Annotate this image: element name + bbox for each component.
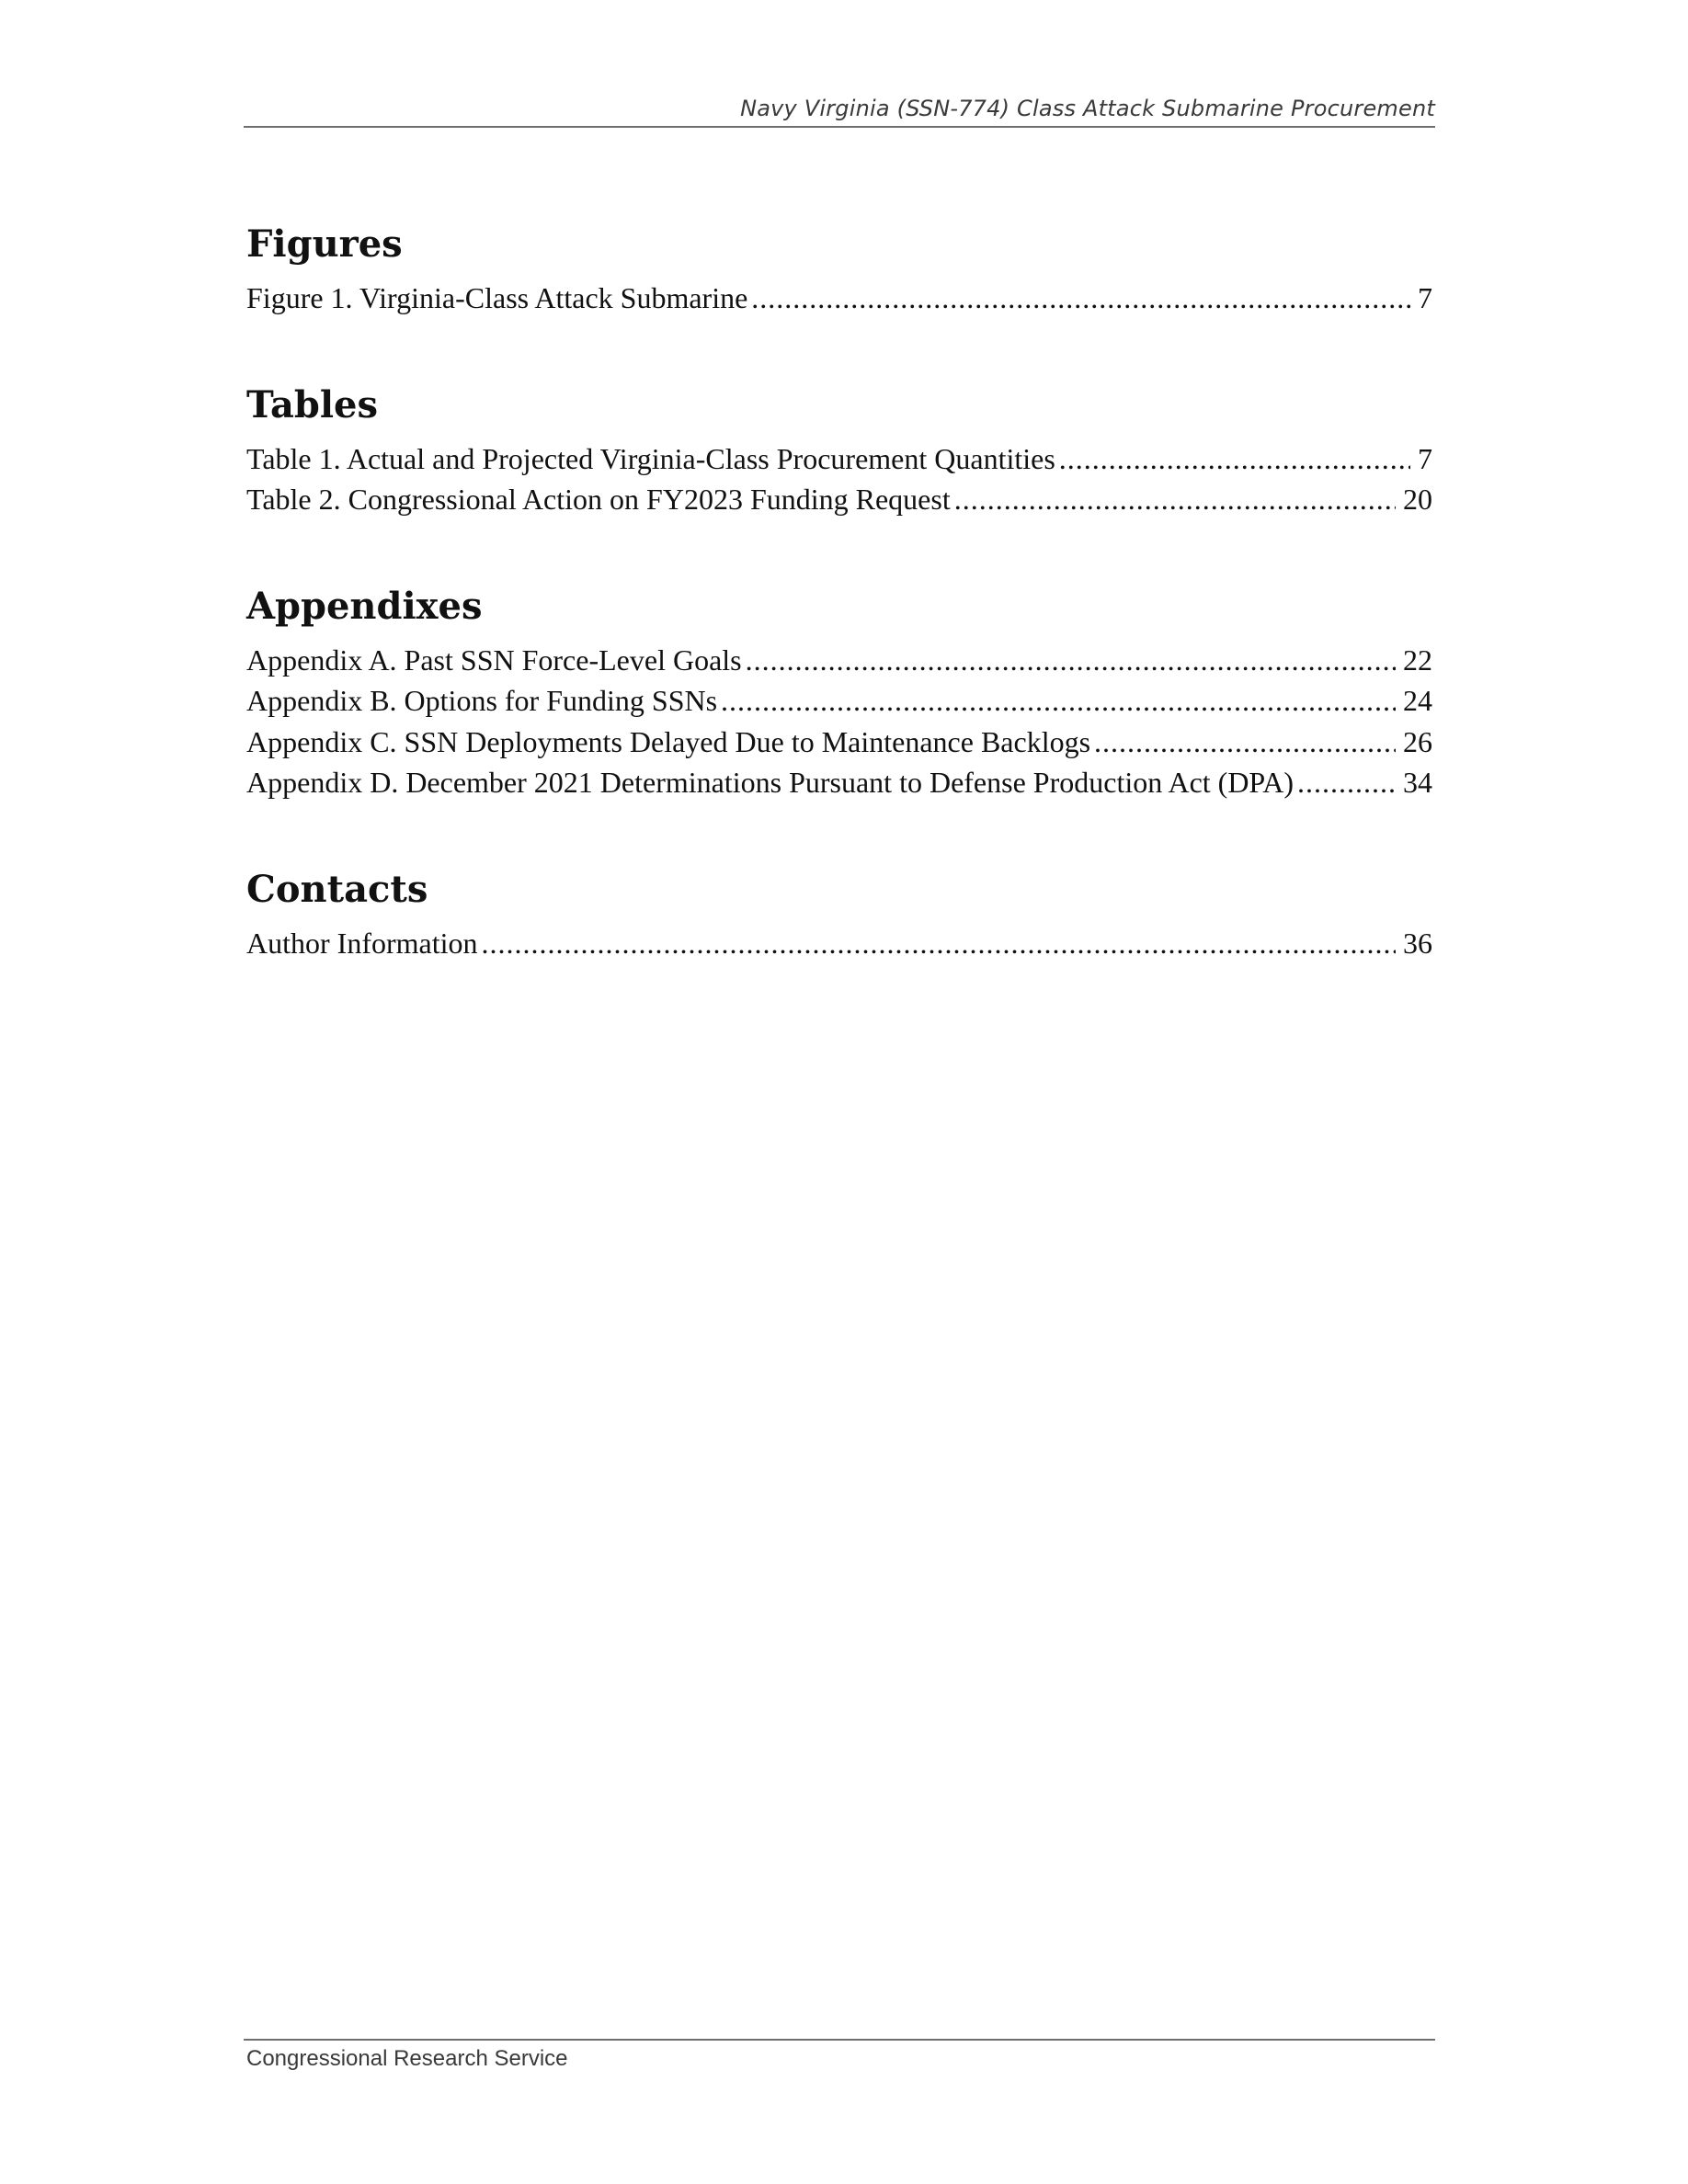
table-of-contents: [246, 221, 1432, 1026]
dot-leader: [721, 680, 1396, 722]
toc-entry-page: 36: [1403, 926, 1432, 960]
appendixes-section: [246, 583, 1432, 803]
toc-entry-figure-1[interactable]: [246, 278, 1432, 319]
toc-entry-title: Appendix A. Past SSN Force-Level Goals: [246, 643, 742, 677]
toc-entry-title: Appendix B. Options for Funding SSNs: [246, 684, 718, 717]
toc-entry-page: 24: [1403, 684, 1432, 717]
toc-entry-page: 20: [1403, 483, 1432, 516]
footer-organization: Congressional Research Service: [246, 2046, 568, 2071]
running-header: [244, 96, 1435, 128]
toc-entry-page: 34: [1403, 766, 1432, 799]
running-footer: [244, 2039, 1435, 2072]
toc-entry-page: 26: [1403, 724, 1432, 758]
tables-heading: Tables: [246, 382, 378, 427]
figures-section: [246, 221, 1432, 319]
toc-entry-appendix-c[interactable]: [246, 722, 1432, 763]
contacts-section: [246, 866, 1432, 964]
toc-entry-author-information[interactable]: [246, 923, 1432, 964]
appendixes-heading: Appendixes: [246, 584, 483, 628]
dot-leader: [954, 479, 1396, 520]
toc-entry-table-2[interactable]: [246, 479, 1432, 520]
toc-entry-page: 22: [1403, 643, 1432, 677]
toc-entry-title: Figure 1. Virginia-Class Attack Submarine: [246, 281, 748, 314]
toc-entry-title: Table 1. Actual and Projected Virginia-Class Procurement Quantities: [246, 441, 1055, 475]
toc-entry-page: 7: [1418, 441, 1432, 475]
figures-heading: Figures: [246, 222, 403, 266]
dot-leader: [751, 278, 1410, 319]
toc-entry-appendix-d[interactable]: [246, 762, 1432, 803]
dot-leader: [1094, 722, 1396, 763]
running-header-title: Navy Virginia (SSN-774) Class Attack Submarine Procurement: [740, 96, 1435, 121]
toc-entry-appendix-a[interactable]: [246, 640, 1432, 681]
toc-entry-title: Author Information: [246, 926, 478, 960]
dot-leader: [1297, 762, 1396, 803]
tables-section: [246, 381, 1432, 520]
dot-leader: [1059, 438, 1410, 480]
toc-entry-page: 7: [1418, 281, 1432, 314]
toc-entry-table-1[interactable]: [246, 438, 1432, 480]
toc-entry-title: Table 2. Congressional Action on FY2023 Funding Request: [246, 483, 951, 516]
toc-entry-appendix-b[interactable]: [246, 680, 1432, 722]
dot-leader: [746, 640, 1396, 681]
toc-entry-title: Appendix C. SSN Deployments Delayed Due to Maintenance Backlogs: [246, 724, 1091, 758]
contacts-heading: Contacts: [246, 867, 428, 911]
dot-leader: [482, 923, 1397, 964]
toc-entry-title: Appendix D. December 2021 Determinations Pursuant to Defense Production Act (DPA): [246, 766, 1295, 799]
